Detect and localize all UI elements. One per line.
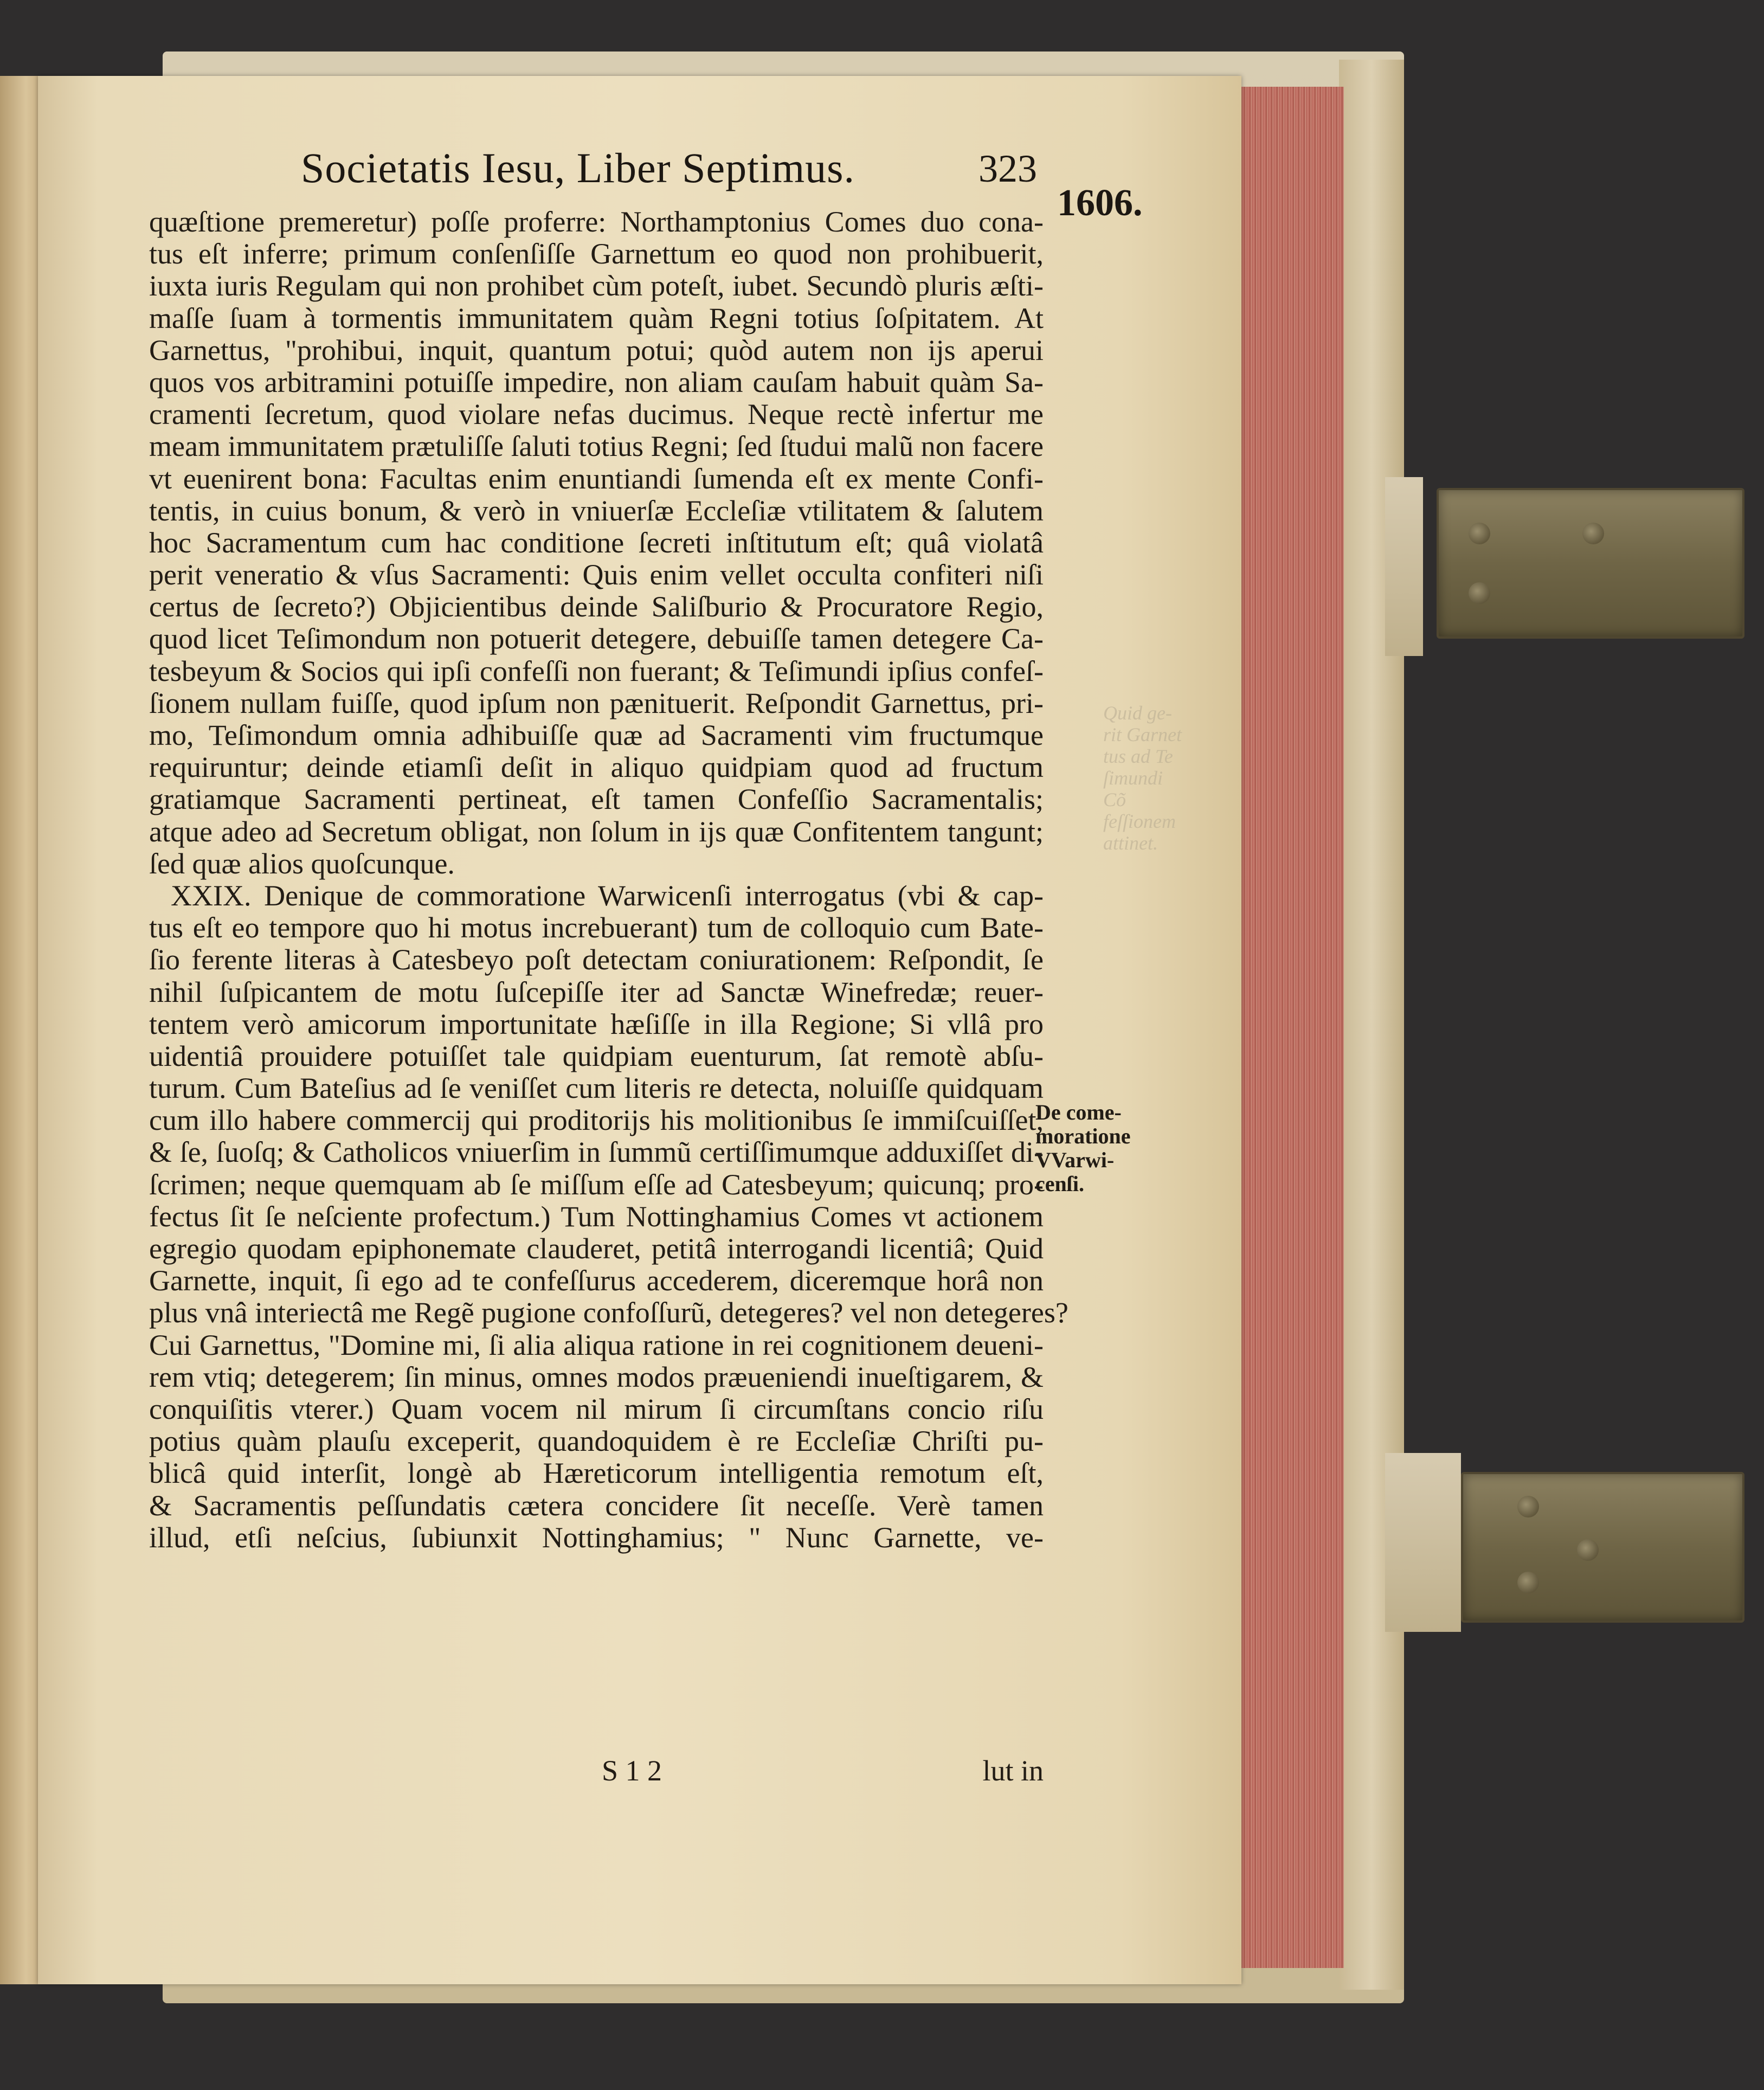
text-line: hoc Sacramentum cum hac conditione ſecreti inſtitutum eſt; quâ violatâ: [149, 526, 1044, 559]
text-line: fectus ſit ſe neſciente profectum.) Tum Nottinghamius Comes vt actionem: [149, 1200, 1044, 1233]
clasp-rivet: [1469, 582, 1490, 604]
text-line: ſio ferente literas à Catesbeyo poſt detectam coniurationem: Reſpondit, ſe: [149, 943, 1044, 976]
clasp-base-top: [1385, 477, 1423, 656]
marginal-note: [1035, 1101, 1160, 1196]
text-line: tesbeyum & Socios qui ipſi confeſſi non fuerant; & Teſimundi ipſius confeſ-: [149, 654, 1044, 687]
text-line: iuxta iuris Regulam qui non prohibet cùm poteſt, iubet. Secundò pluris æſti-: [149, 269, 1044, 303]
bleed-line: attinet.: [1103, 832, 1158, 854]
page-number: 323: [978, 147, 1037, 190]
marginal-line: VVarwi-: [1035, 1148, 1115, 1172]
clasp-top: [1437, 488, 1744, 639]
text-line: maſſe ſuam à tormentis immunitatem quàm Regni totius ſoſpitatem. At: [149, 301, 1044, 335]
bleed-through-note: [1103, 702, 1190, 854]
text-line: cramenti ſecretum, quod violare nefas ducimus. Neque rectè infertur me: [149, 398, 1044, 431]
book-spine: [1339, 60, 1404, 1990]
text-line: ſionem nullam fuiſſe, quod ipſum non pænituerit. Reſpondit Garnettus, pri-: [149, 686, 1044, 719]
bleed-line: ſimundi Cõ: [1103, 767, 1163, 811]
text-line: quos vos arbitramini potuiſſe impedire, non aliam cauſam habuit quàm Sa-: [149, 365, 1044, 398]
text-line: uidentiâ prouidere potuiſſet tale quidpiam euenturum, ſat remotè abſu-: [149, 1039, 1044, 1072]
text-line: egregio quodam epiphonemate clauderet, petitâ interrogandi licentiâ; Quid: [149, 1232, 1044, 1265]
text-line: cum illo habere commercij qui proditorijs his molitionibus ſe immiſcuiſſet,: [149, 1104, 1044, 1137]
text-line: turum. Cum Bateſius ad ſe veniſſet cum literis re detecta, noluiſſe quidquam: [149, 1072, 1044, 1105]
text-line: tentis, in cuius bonum, & verò in vniuerſæ Eccleſiæ vtilitatem & ſalutem: [149, 494, 1044, 527]
text-line: XXIX. Denique de commoratione Warwicenſi interrogatus (vbi & cap-: [171, 879, 1044, 912]
year-marginal: 1606.: [1057, 182, 1143, 224]
text-line: requiruntur; deinde etiamſi deſit in aliquo quidpiam quod ad fructum: [149, 751, 1044, 784]
marginal-line: De come-: [1035, 1100, 1122, 1124]
red-page-edges: [1233, 87, 1344, 1968]
clasp-bottom: [1461, 1472, 1744, 1623]
clasp-rivet: [1469, 523, 1490, 544]
clasp-rivet: [1517, 1496, 1539, 1517]
text-line: rem vtiq; detegerem; ſin minus, omnes modos præueniendi inueſtigarem, &: [149, 1360, 1044, 1393]
text-line: quæſtione premeretur) poſſe proferre: Northamptonius Comes duo cona-: [149, 205, 1044, 238]
clasp-rivet: [1582, 523, 1604, 544]
text-line: certus de ſecreto?) Objicientibus deinde Saliſburio & Procuratore Regio,: [149, 590, 1044, 623]
clasp-rivet: [1577, 1539, 1599, 1561]
catchword: lut in: [982, 1754, 1044, 1787]
clasp-base-bottom: [1385, 1453, 1461, 1632]
text-line: Garnettus, "prohibui, inquit, quantum potui; quòd autem non ijs aperui: [149, 333, 1044, 366]
text-line: gratiamque Sacramenti pertineat, eſt tamen Confeſſio Sacramentalis;: [149, 783, 1044, 816]
text-line: meam immunitatem prætuliſſe ſaluti totius Regni; ſed ſtudui malũ non facere: [149, 430, 1044, 463]
text-line: Cui Garnettus, "Domine mi, ſi alia aliqua ratione in rei cognitionem deueni-: [149, 1328, 1044, 1361]
text-line: illud, etſi neſcius, ſubiunxit Nottinghamius; " Nunc Garnette, ve-: [149, 1521, 1044, 1554]
text-line: ſcrimen; neque quemquam ab ſe miſſum eſſe ad Catesbeyum; quicunq; pro-: [149, 1168, 1044, 1201]
text-line: Garnette, inquit, ſi ego ad te confeſſurus accederem, diceremque horâ non: [149, 1264, 1044, 1297]
marginal-line: cenſi.: [1035, 1172, 1084, 1196]
text-line: tus eſt inferre; primum conſenſiſſe Garnettum eo quod non prohibuerit,: [149, 237, 1044, 271]
text-line: & ſe, ſuoſq; & Catholicos vniuerſim in ſummũ certiſſimumque adduxiſſet di-: [149, 1136, 1044, 1169]
text-line: atque adeo ad Secretum obligat, non ſolum in ijs quæ Confitentem tangunt;: [149, 815, 1044, 848]
text-line: blicâ quid interſit, longè ab Hæreticorum intelligentia remotum eſt,: [149, 1457, 1044, 1490]
bleed-line: tus ad Te: [1103, 745, 1173, 767]
text-line: perit veneratio & vſus Sacramenti: Quis enim vellet occulta confiteri niſi: [149, 558, 1044, 591]
text-line: tus eſt eo tempore quo hi motus increbuerant) tum de colloquio cum Bate-: [149, 911, 1044, 944]
marginal-line: moratione: [1035, 1124, 1131, 1148]
text-line: vt euenirent bona: Facultas enim enuntiandi ſumenda eſt ex mente Confi-: [149, 462, 1044, 495]
signature-mark: S 1 2: [602, 1754, 662, 1787]
bleed-line: Quid ge-: [1103, 702, 1172, 724]
text-line: ſed quæ alios quoſcunque.: [149, 847, 455, 880]
text-line: mo, Teſimondum omnia adhibuiſſe quæ ad Sacramenti vim fructumque: [149, 719, 1044, 751]
text-line: potius quàm plauſu exceperit, quandoquidem è re Eccleſiæ Chriſti pu-: [149, 1425, 1044, 1458]
text-line: plus vnâ interiectâ me Regẽ pugione confoſſurũ, detegeres? vel non detegeres?: [149, 1296, 1068, 1329]
text-line: nihil ſuſpicantem de motu ſuſcepiſſe iter ad Sanctæ Winefredæ; reuer-: [149, 975, 1044, 1008]
text-line: conquiſitis vterer.) Quam vocem nil mirum ſi circumſtans concio riſu: [149, 1392, 1044, 1425]
text-line: quod licet Teſimondum non potuerit detegere, debuiſſe tamen detegere Ca-: [149, 622, 1044, 655]
text-line: [149, 1554, 1044, 1586]
text-line: & Sacramentis peſſundatis cætera concidere ſit neceſſe. Verè tamen: [149, 1489, 1044, 1522]
bleed-line: feſſionem: [1103, 811, 1176, 832]
running-title: Societatis Iesu, Liber Septimus.: [301, 144, 855, 191]
body-text: [149, 205, 1068, 1586]
bleed-line: rit Garnet: [1103, 724, 1182, 745]
text-line: tentem verò amicorum importunitate hæſiſſe in illa Regione; Si vllâ pro: [149, 1007, 1044, 1040]
clasp-rivet: [1517, 1572, 1539, 1593]
